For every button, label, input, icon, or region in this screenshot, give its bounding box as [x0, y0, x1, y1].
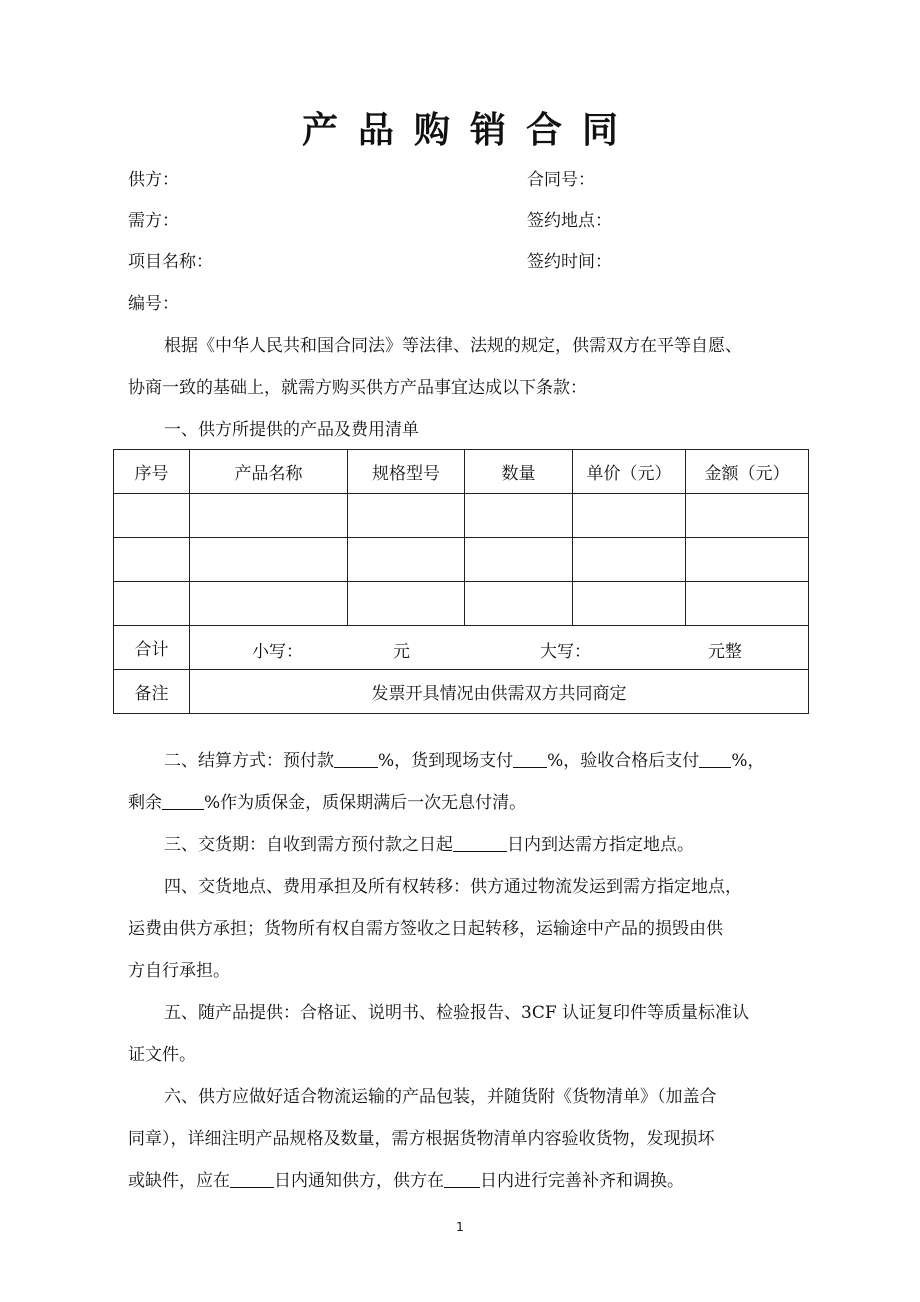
clause-2-remaining-label: 剩余: [128, 793, 162, 813]
clause-2: [128, 740, 764, 824]
table-cell[interactable]: [465, 494, 573, 538]
header-spec-model: 规格型号: [348, 450, 465, 494]
replace-days-blank[interactable]: [444, 1169, 480, 1188]
sign-time-field: 签约时间：: [527, 252, 612, 272]
clause-2-accept-label: %，验收合格后支付: [547, 751, 700, 771]
intro-line-2: 协商一致的基础上，就需方购买供方产品事宜达成以下条款：: [128, 378, 587, 398]
table-cell[interactable]: [686, 494, 809, 538]
clause-4-line-2: 运费由供方承担；货物所有权自需方签收之日起转移，运输途中产品的损毁由供: [128, 919, 723, 939]
onsite-percent-blank[interactable]: [513, 749, 547, 768]
remark-label: 备注: [114, 670, 190, 714]
clause-5-line-1: 五、随产品提供：合格证、说明书、检验报告、3CF 认证复印件等质量标准认: [164, 1003, 750, 1023]
total-sum-wrap: [190, 626, 808, 669]
contract-title: 产品购销合同: [301, 110, 638, 151]
total-label: 合计: [114, 626, 190, 670]
header-seq: 序号: [114, 450, 190, 494]
clause-2-prepay-label: 二、结算方式：预付款: [164, 751, 334, 771]
clause-6-line-2: 同章），详细注明产品规格及数量，需方根据货物清单内容验收货物，发现损坏: [128, 1129, 715, 1149]
header-unit-price: 单价（元）: [573, 450, 686, 494]
clause-6-line-1: 六、供方应做好适合物流运输的产品包装，并随货附《货物清单》（加盖合: [164, 1087, 717, 1107]
header-quantity: 数量: [465, 450, 573, 494]
header-product-name: 产品名称: [190, 450, 348, 494]
clause-3: [128, 824, 694, 866]
clause-4-line-1: 四、交货地点、费用承担及所有权转移：供方通过物流发运到需方指定地点，: [164, 877, 742, 897]
table-cell[interactable]: [573, 538, 686, 582]
clause-3-text-b: 日内到达需方指定地点。: [507, 835, 694, 855]
table-cell[interactable]: [114, 494, 190, 538]
clause-6: [128, 1076, 717, 1202]
clause-3-text-a: 三、交货期：自收到需方预付款之日起: [164, 835, 453, 855]
clause-4-line-3: 方自行承担。: [128, 961, 230, 981]
table-cell[interactable]: [114, 538, 190, 582]
small-amount-label: 小写：: [252, 642, 303, 662]
table-cell[interactable]: [348, 582, 465, 626]
clause-2-onsite-label: %，货到现场支付: [378, 751, 514, 771]
clause-5: [128, 992, 749, 1076]
clause-6-text-c: 日内进行完善补齐和调换。: [480, 1171, 684, 1191]
clause-6-text-b: 日内通知供方，供方在: [274, 1171, 444, 1191]
clause-5-line-2: 证文件。: [128, 1045, 196, 1065]
notify-days-blank[interactable]: [230, 1169, 274, 1188]
clause-2-retention-text: %作为质保金，质保期满后一次无息付清。: [204, 793, 527, 813]
total-cell[interactable]: [190, 626, 809, 670]
intro-line-1: 根据《中华人民共和国合同法》等法律、法规的规定，供需双方在平等自愿、: [164, 336, 742, 356]
table-cell[interactable]: [465, 582, 573, 626]
accept-percent-blank[interactable]: [699, 749, 731, 768]
big-amount-label: 大写：: [540, 642, 591, 662]
page-number: 1: [456, 1220, 464, 1234]
total-row: [114, 626, 809, 670]
contract-number-field: 合同号：: [527, 170, 595, 190]
clause-2-pct: %，: [731, 751, 765, 771]
big-amount-unit: 元整: [708, 642, 742, 662]
table-row: [114, 494, 809, 538]
section-1-title: 一、供方所提供的产品及费用清单: [164, 420, 419, 440]
table-cell[interactable]: [686, 538, 809, 582]
table-cell[interactable]: [190, 538, 348, 582]
clause-4: [128, 866, 742, 992]
table-cell[interactable]: [348, 494, 465, 538]
clause-6-text-a: 或缺件，应在: [128, 1171, 230, 1191]
remark-row: [114, 670, 809, 714]
prepay-percent-blank[interactable]: [334, 749, 378, 768]
delivery-days-blank[interactable]: [453, 833, 507, 852]
supplier-field: 供方：: [128, 170, 179, 190]
header-amount: 金额（元）: [686, 450, 809, 494]
number-field: 编号：: [128, 294, 179, 314]
clause-2-line-1: [128, 740, 764, 782]
retention-percent-blank[interactable]: [162, 791, 204, 810]
table-row: [114, 538, 809, 582]
table-row: [114, 582, 809, 626]
intro-paragraph: [128, 325, 742, 409]
remark-text: 发票开具情况由供需双方共同商定: [190, 670, 809, 714]
table-cell[interactable]: [686, 582, 809, 626]
table-cell[interactable]: [114, 582, 190, 626]
table-cell[interactable]: [348, 538, 465, 582]
clause-3-line: [128, 824, 694, 866]
table-cell[interactable]: [465, 538, 573, 582]
product-fee-table: [113, 449, 809, 714]
small-amount-unit: 元: [393, 642, 410, 662]
project-name-field: 项目名称：: [128, 252, 213, 272]
table-cell[interactable]: [573, 582, 686, 626]
table-header-row: [114, 450, 809, 494]
clause-2-line-2: [128, 782, 764, 824]
sign-place-field: 签约地点：: [527, 211, 612, 231]
clause-6-line-3: [128, 1160, 717, 1202]
table-cell[interactable]: [190, 582, 348, 626]
table-cell[interactable]: [190, 494, 348, 538]
buyer-field: 需方：: [128, 211, 179, 231]
table-cell[interactable]: [573, 494, 686, 538]
